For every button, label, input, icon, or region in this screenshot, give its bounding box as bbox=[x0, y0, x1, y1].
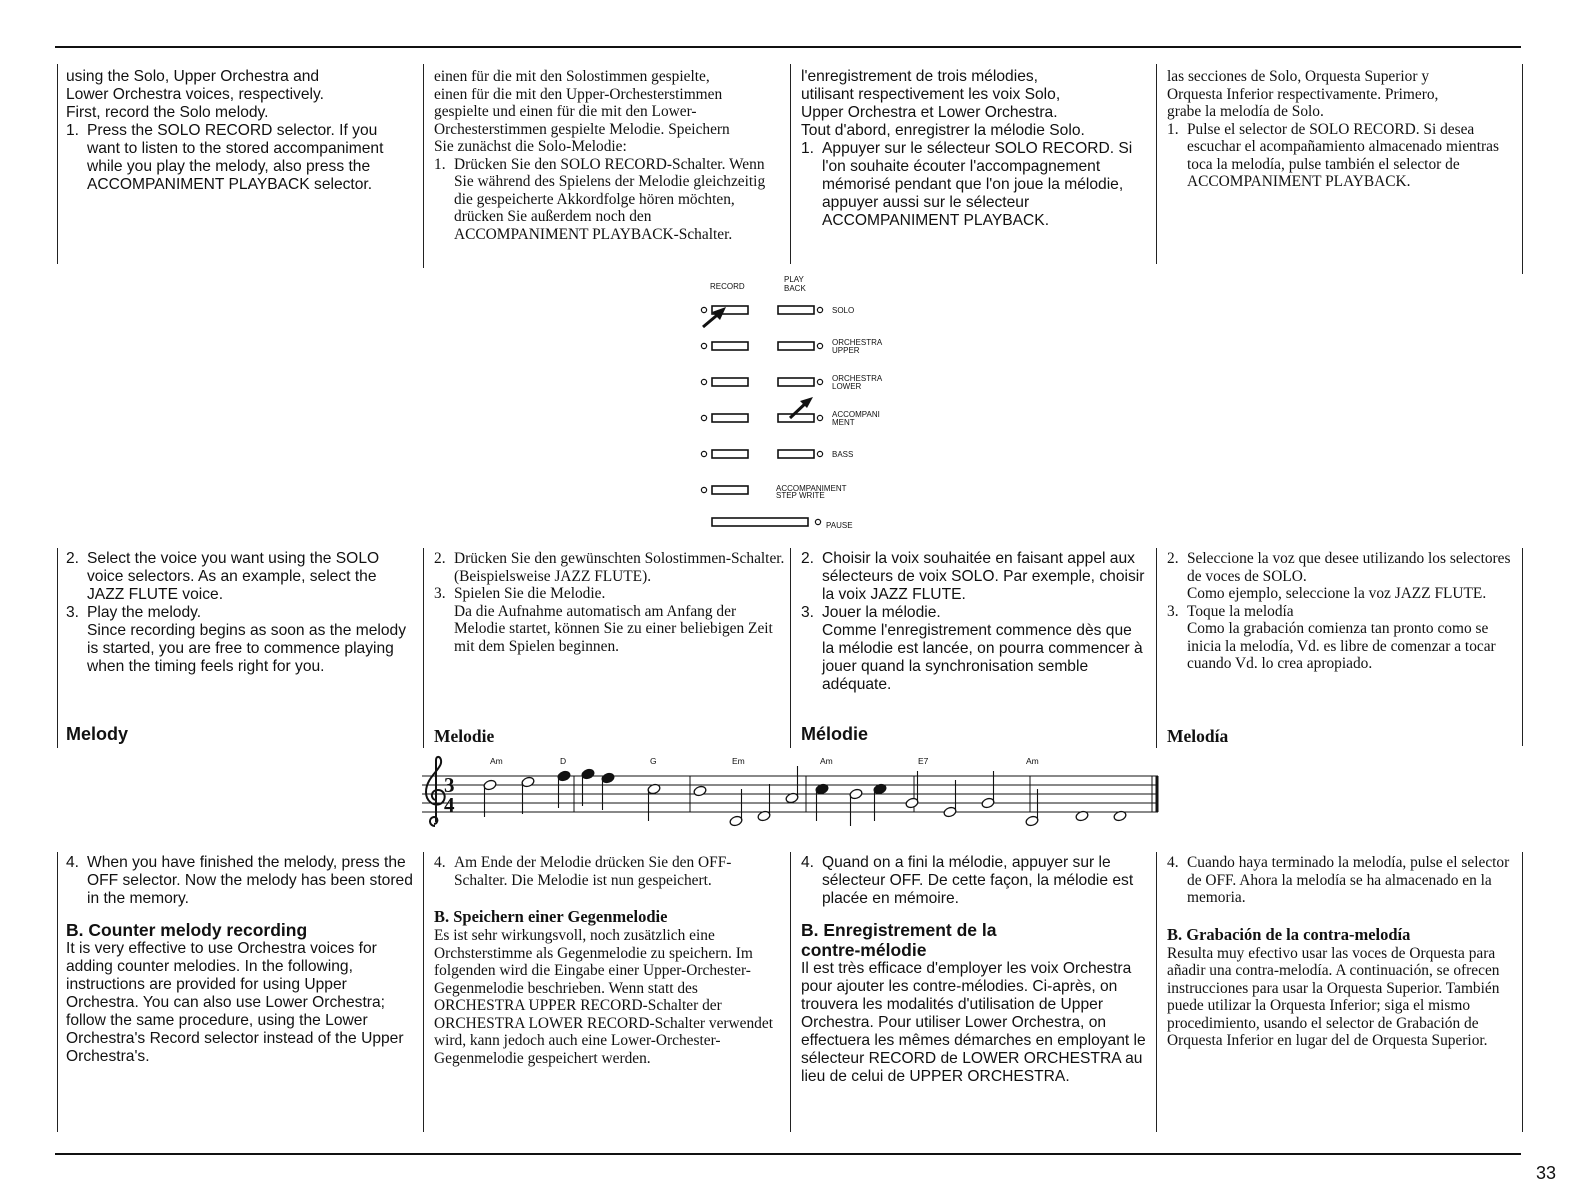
record-panel-diagram bbox=[690, 274, 920, 536]
counter-melody-heading: B. Enregistrement de la contre-mélodie bbox=[801, 920, 997, 960]
melody-heading-es: Melodía bbox=[1167, 726, 1229, 746]
panel-row-label: SOLO bbox=[832, 306, 855, 315]
text-line: Upper Orchestra et Lower Orchestra. bbox=[801, 104, 1058, 121]
top-rule bbox=[55, 46, 1521, 48]
record-led-icon bbox=[701, 487, 706, 492]
step-number: 3. bbox=[434, 585, 446, 602]
arrow-icon bbox=[790, 397, 813, 418]
panel-row-label: LOWER bbox=[832, 382, 862, 391]
counter-melody-body: Resulta muy efectivo usar las voces de Orquesta para añadir una contra-melodía. A continuación, se ofrecen instrucciones para usar la Orquesta Superior. También puede utilizar la Orquesta Inferior; siga el mismo procedimiento, usando el selector de Grabación de Orquesta Inferior en lugar del de Orquesta Superior. bbox=[1167, 944, 1500, 1049]
record-led-icon bbox=[701, 451, 706, 456]
text-line: las secciones de Solo, Orquesta Superior y bbox=[1167, 68, 1430, 85]
melody-heading-fr: Mélodie bbox=[801, 724, 869, 744]
text-line: utilisant respectivement les voix Solo, bbox=[801, 86, 1061, 103]
s2-de bbox=[434, 550, 786, 655]
playback-button bbox=[778, 414, 814, 422]
list-item bbox=[1167, 603, 1512, 673]
panel-row-label: BASS bbox=[832, 450, 854, 459]
step-text: Seleccione la voz que desee utilizando los selectores de voces de SOLO. Como ejemplo, seleccione la voz JAZZ FLUTE. bbox=[1187, 550, 1511, 602]
panel-row-label: MENT bbox=[832, 418, 855, 427]
counter-melody-body: It is very effective to use Orchestra voices for adding counter melodies. In the following, instructions are provided for using Upper Orchestra. You can also use Lower Orchestra; follow the same procedure, using the Lower Orchestra's Record selector instead of the Upper Orchestra's. bbox=[66, 940, 404, 1065]
text-line: l'enregistrement de trois mélodies, bbox=[801, 68, 1038, 85]
text-line: using the Solo, Upper Orchestra and bbox=[66, 68, 320, 85]
chord-symbol: D bbox=[560, 756, 567, 766]
step-number: 4. bbox=[1167, 854, 1179, 871]
playback-button bbox=[778, 450, 814, 458]
step-text: Am Ende der Melodie drücken Sie den OFF-Schalter. Die Melodie ist nun gespeichert. bbox=[454, 854, 732, 889]
record-button bbox=[712, 450, 748, 458]
list-item bbox=[434, 156, 786, 244]
step-text: Pulse el selector de SOLO RECORD. Si desea escuchar el acompañamiento almacenado mientras toca la melodía, pulse también el selector de ACCOMPANIMENT PLAYBACK. bbox=[1187, 120, 1499, 190]
col-rule bbox=[1522, 64, 1523, 274]
col-rule bbox=[790, 548, 791, 748]
s1-fr bbox=[801, 68, 1146, 230]
col-rule bbox=[1522, 548, 1523, 746]
step-text: When you have finished the melody, press the OFF selector. Now the melody has been stored in the memory. bbox=[87, 854, 413, 907]
col-rule bbox=[1156, 64, 1157, 264]
step-number: 2. bbox=[801, 550, 815, 567]
note-head bbox=[693, 785, 707, 797]
pause-led-icon bbox=[815, 519, 820, 524]
playback-led-icon bbox=[817, 343, 822, 348]
list-item bbox=[434, 854, 784, 889]
panel-row-label: UPPER bbox=[832, 346, 860, 355]
record-led-icon bbox=[701, 307, 706, 312]
counter-melody-heading: B. Speichern einer Gegenmelodie bbox=[434, 907, 668, 926]
step-text: Drücken Sie den SOLO RECORD-Schalter. Wenn Sie während des Spielens der Melodie gleichzeitig die gespeicherte Akkordfolge hören möchten, drücken Sie außerdem noch den ACCOMPANIMENT PLAYBACK-Schalter. bbox=[454, 155, 766, 243]
text-line: einen für die mit den Solostimmen gespielte, bbox=[434, 68, 710, 85]
col-rule bbox=[423, 64, 424, 268]
counter-melody-body: Il est très efficace d'employer les voix Orchestra pour ajouter les contre-mélodies. Ci-après, on trouvera les modalités d'utilisation de Upper Orchestra. Pour utiliser Lower Orchestra, on effectuera les mêmes démarches en employant le sélecteur RECORD de LOWER ORCHESTRA au lieu de celui de UPPER ORCHESTRA. bbox=[801, 960, 1146, 1085]
melody-heading-en: Melody bbox=[66, 724, 129, 744]
list-item bbox=[66, 122, 411, 194]
s3-fr bbox=[801, 854, 1146, 1086]
col-rule bbox=[1156, 852, 1157, 1132]
s3-es bbox=[1167, 854, 1512, 1050]
s3-en bbox=[66, 854, 414, 1066]
col-rule bbox=[1522, 852, 1523, 1132]
record-button bbox=[712, 378, 748, 386]
record-led-icon bbox=[701, 379, 706, 384]
step-write-label-2: STEP WRITE bbox=[776, 491, 825, 500]
col-rule bbox=[57, 852, 58, 1132]
playback-button bbox=[778, 378, 814, 386]
text-line: Orquesta Inferior respectivamente. Primero, bbox=[1167, 85, 1439, 103]
text-line: Sie zunächst die Solo-Melodie: bbox=[434, 138, 627, 155]
step-number: 1. bbox=[801, 140, 815, 157]
step-text: Quand on a fini la mélodie, appuyer sur le sélecteur OFF. De cette façon, la mélodie est placée en mémoire. bbox=[822, 854, 1134, 907]
chord-symbol: Am bbox=[490, 756, 503, 766]
list-item bbox=[801, 550, 1146, 604]
counter-melody-body: Es ist sehr wirkungsvoll, noch zusätzlich eine Orchsterstimme als Gegenmelodie zu speichern. Im folgenden wird die Eingabe einer Upper-Orchester-Gegenmelodie beschrieben. Wenn statt des ORCHESTRA UPPER RECORD-Schalter der ORCHESTRA LOWER RECORD-Schalter verwendet wird, kann jedoch auch eine Lower-Orchester-Gegenmelodie gespeichert werden. bbox=[434, 927, 773, 1067]
playback-header-2: BACK bbox=[784, 284, 806, 293]
text-line: grabe la melodía de Solo. bbox=[1167, 103, 1324, 120]
page-number: 33 bbox=[1535, 1163, 1556, 1183]
step-text: Cuando haya terminado la melodía, pulse el selector de OFF. Ahora la melodía se ha almacenado en la memoria. bbox=[1187, 854, 1510, 906]
playback-led-icon bbox=[817, 451, 822, 456]
step-text: Appuyer sur le sélecteur SOLO RECORD. Si l'on souhaite écouter l'accompagnement mémorisé pendant que l'on joue la mélodie, appuyer aussi sur le sélecteur ACCOMPANIMENT PLAYBACK. bbox=[822, 140, 1133, 229]
melody-heading-de: Melodie bbox=[434, 726, 495, 746]
step-write-label-1: ACCOMPANIMENT bbox=[776, 484, 847, 493]
step-number: 1. bbox=[1167, 120, 1179, 138]
step-number: 2. bbox=[66, 550, 80, 567]
playback-header-1: PLAY bbox=[784, 275, 804, 284]
col-rule bbox=[57, 548, 58, 748]
record-led-icon bbox=[701, 343, 706, 348]
chord-symbol: Em bbox=[732, 756, 745, 766]
step-text: Press the SOLO RECORD selector. If you want to listen to the stored accompaniment while you play the melody, also press the ACCOMPANIMENT PLAYBACK selector. bbox=[87, 122, 384, 193]
step-write-button bbox=[712, 486, 748, 494]
s3-de bbox=[434, 854, 784, 1067]
step-text: Drücken Sie den gewünschten Solostimmen-Schalter. (Beispielsweise JAZZ FLUTE). bbox=[454, 550, 785, 585]
pause-button bbox=[712, 518, 808, 526]
list-item bbox=[1167, 854, 1512, 907]
playback-led-icon bbox=[817, 379, 822, 384]
s1-en bbox=[66, 68, 411, 194]
list-item bbox=[1167, 550, 1512, 603]
text-line: Tout d'abord, enregistrer la mélodie Solo. bbox=[801, 122, 1085, 139]
record-button bbox=[712, 414, 748, 422]
step-number: 3. bbox=[66, 604, 80, 621]
s1-es bbox=[1167, 68, 1512, 191]
chord-symbol: Am bbox=[1026, 756, 1039, 766]
playback-led-icon bbox=[817, 307, 822, 312]
list-item bbox=[801, 140, 1146, 230]
text-line: gespielte und einen für die mit den Lower- bbox=[434, 103, 697, 120]
step-number: 4. bbox=[66, 854, 80, 871]
text-line: Orchesterstimmen gespielte Melodie. Speichern bbox=[434, 120, 730, 138]
bottom-rule bbox=[55, 1153, 1521, 1155]
text-line: Lower Orchestra voices, respectively. bbox=[66, 86, 324, 103]
playback-led-icon bbox=[817, 415, 822, 420]
step-number: 3. bbox=[1167, 602, 1179, 620]
treble-clef-icon bbox=[426, 757, 445, 826]
text-line: First, record the Solo melody. bbox=[66, 104, 269, 121]
pause-label: PAUSE bbox=[826, 521, 853, 530]
list-item bbox=[801, 604, 1146, 694]
list-item bbox=[1167, 121, 1512, 191]
time-signature-bottom: 4 bbox=[444, 793, 455, 817]
step-number: 3. bbox=[801, 604, 815, 621]
record-led-icon bbox=[701, 415, 706, 420]
step-number: 1. bbox=[66, 122, 80, 139]
step-text: Play the melody. Since recording begins as soon as the melody is started, you are free to commence playing when the timing feels right for you. bbox=[87, 604, 406, 675]
col-rule bbox=[790, 852, 791, 1132]
s2-es bbox=[1167, 550, 1512, 673]
s1-de bbox=[434, 68, 786, 243]
col-rule bbox=[57, 64, 58, 264]
record-button bbox=[712, 342, 748, 350]
step-text: Spielen Sie die Melodie. Da die Aufnahme automatisch am Anfang der Melodie startet, können Sie zu einer beliebigen Zeit mit dem Spielen beginnen. bbox=[454, 585, 773, 655]
time-signature-top: 3 bbox=[444, 773, 455, 797]
melody-score bbox=[418, 752, 1162, 836]
list-item bbox=[66, 604, 411, 676]
list-item bbox=[801, 854, 1146, 908]
list-item bbox=[434, 550, 786, 585]
playback-button bbox=[778, 342, 814, 350]
step-number: 4. bbox=[801, 854, 815, 871]
s2-en bbox=[66, 550, 411, 676]
playback-button bbox=[778, 306, 814, 314]
chord-symbol: E7 bbox=[918, 756, 929, 766]
step-text: Choisir la voix souhaitée en faisant appel aux sélecteurs de voix SOLO. Par exemple, choisir la voix JAZZ FLUTE. bbox=[822, 550, 1145, 603]
record-header: RECORD bbox=[710, 282, 745, 291]
list-item bbox=[434, 585, 786, 655]
counter-melody-heading: B. Grabación de la contra-melodía bbox=[1167, 924, 1411, 944]
counter-melody-heading: B. Counter melody recording bbox=[66, 920, 308, 940]
list-item bbox=[66, 550, 411, 604]
step-text: Jouer la mélodie. Comme l'enregistrement commence dès que la mélodie est lancée, on pourra commencer à jouer quand la synchronisation semble adéquate. bbox=[822, 604, 1143, 693]
step-number: 2. bbox=[1167, 550, 1179, 567]
step-number: 1. bbox=[434, 155, 446, 173]
chord-symbol: G bbox=[650, 756, 657, 766]
panel-row-label: ACCOMPANI bbox=[832, 410, 880, 419]
col-rule bbox=[790, 64, 791, 264]
list-item bbox=[66, 854, 414, 908]
step-text: Select the voice you want using the SOLO voice selectors. As an example, select the JAZZ FLUTE voice. bbox=[87, 550, 380, 603]
panel-row-label: ORCHESTRA bbox=[832, 374, 883, 383]
step-number: 2. bbox=[434, 550, 446, 567]
col-rule bbox=[423, 852, 424, 1132]
s2-fr bbox=[801, 550, 1146, 694]
chord-symbol: Am bbox=[820, 756, 833, 766]
col-rule bbox=[423, 548, 424, 748]
step-text: Toque la melodía Como la grabación comienza tan pronto como se inicia la melodía, Vd. es libre de comenzar a tocar cuando Vd. lo crea apropiado. bbox=[1187, 602, 1496, 672]
col-rule bbox=[1156, 548, 1157, 748]
step-number: 4. bbox=[434, 854, 446, 871]
text-line: einen für die mit den Upper-Orchesterstimmen bbox=[434, 85, 723, 103]
panel-row-label: ORCHESTRA bbox=[832, 338, 883, 347]
